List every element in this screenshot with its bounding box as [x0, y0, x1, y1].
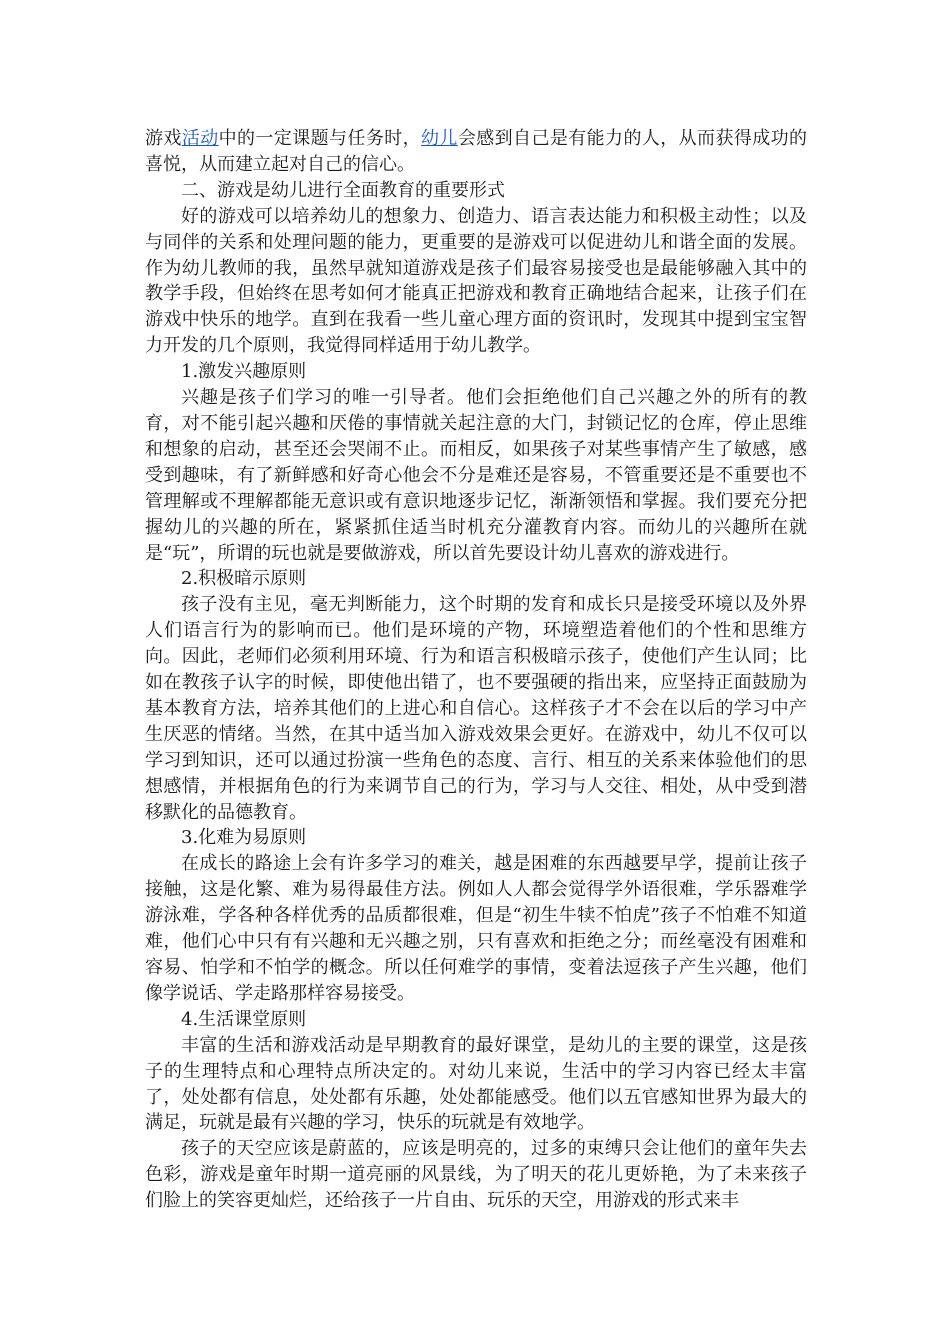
link-activity[interactable]: 活动 — [181, 128, 219, 149]
principle-1-heading: 1.激发兴趣原则 — [181, 361, 307, 383]
section-paragraph: 好的游戏可以培养幼儿的想象力、创造力、语言表达能力和积极主动性；以及与同伴的关系和处理问题的能力，更重要的是游戏可以促进幼儿和谐全面的发展。作为幼儿教师的我，虽然早就知道游戏是孩子们最容易接受也是最能够融入其中的教学手段，但始终在思考如何才能真正把游戏和教育正确地结合起来，让孩子们在游戏中快乐的地学。直到在我看一些儿童心理方面的资讯时，发现其中提到宝宝智力开发的几个原则，我觉得同样适用于幼儿教学。 — [145, 205, 807, 357]
section-heading: 二、游戏是幼儿进行全面教育的重要形式 — [181, 179, 505, 201]
intro-text-3: 会感到自己是有能力的人，从而获得成功的喜悦，从而建立起对自己的信心。 — [145, 128, 808, 175]
closing-paragraph: 孩子的天空应该是蔚蓝的，应该是明亮的，过多的束缚只会让他们的童年失去色彩，游戏是童年时期一道亮丽的风景线，为了明天的花儿更娇艳，为了未来孩子们脸上的笑容更灿烂，还给孩子一片自由、玩乐的天空，用游戏的形式来丰 — [145, 1138, 807, 1212]
document-page — [145, 126, 807, 1214]
principle-3-heading: 3.化难为易原则 — [181, 827, 307, 849]
principle-4-text: 丰富的生活和游戏活动是早期教育的最好课堂，是幼儿的主要的课堂，这是孩子的生理特点和心理特点所决定的。对幼儿来说，生活中的学习内容已经太丰富了，处处都有信息，处处都有乐趣，处处都能感受。他们以五官感知世界为最大的满足，玩就是最有兴趣的学习，快乐的玩就是有效地学。 — [145, 1034, 807, 1134]
intro-text-1: 游戏 — [145, 128, 182, 149]
principle-2-text: 孩子没有主见，毫无判断能力，这个时期的发育和成长只是接受环境以及外界人们语言行为的影响而已。他们是环境的产物，环境塑造着他们的个性和思维方向。因此，老师们必须利用环境、行为和语言积极暗示孩子，使他们产生认同；比如在教孩子认字的时候，即使他出错了，也不要强硬的指出来，应坚持正面鼓励为基本教育方法，培养其他们的上进心和自信心。这样孩子才不会在以后的学习中产生厌恶的情绪。当然，在其中适当加入游戏效果会更好。在游戏中，幼儿不仅可以学习到知识，还可以通过扮演一些角色的态度、言行、相互的关系来体验他们的思想感情，并根据角色的行为来调节自己的行为，学习与人交往、相处，从中受到潜移默化的品德教育。 — [145, 594, 807, 823]
principle-4-heading: 4.生活课堂原则 — [181, 1008, 307, 1030]
principle-2-heading: 2.积极暗示原则 — [181, 568, 307, 590]
intro-text-2: 中的一定课题与任务时， — [218, 128, 422, 149]
principle-3-text: 在成长的路途上会有许多学习的难关，越是困难的东西越要早学，提前让孩子接触，这是化繁、难为易得最佳方法。例如人人都会觉得学外语很难，学乐器难学游泳难，学各种各样优秀的品质都很难，但是“初生牛犊不怕虎”孩子不怕难不知道难，他们心中只有有兴趣和无兴趣之别，只有喜欢和拒绝之分；而丝毫没有困难和容易、怕学和不怕学的概念。所以任何难学的事情，变着法逗孩子产生兴趣，他们像学说话、学走路那样容易接受。 — [145, 853, 807, 1004]
link-children[interactable]: 幼儿 — [421, 128, 458, 149]
principle-1-text: 兴趣是孩子们学习的唯一引导者。他们会拒绝他们自己兴趣之外的所有的教育，对不能引起兴趣和厌倦的事情就关起注意的大门，封锁记忆的仓库，停止思维和想象的启动，甚至还会哭闹不止。而相反，如果孩子对某些事情产生了敏感，感受到趣味，有了新鲜感和好奇心他会不分是难还是容易，不管重要还是不重要也不管理解或不理解都能无意识或有意识地逐步记忆，渐渐领悟和掌握。我们要充分把握幼儿的兴趣的所在，紧紧抓住适当时机充分灌教育内容。而幼儿的兴趣所在就是“玩”，所谓的玩也就是要做游戏，所以首先要设计幼儿喜欢的游戏进行。 — [145, 387, 807, 564]
intro-paragraph — [145, 126, 807, 178]
